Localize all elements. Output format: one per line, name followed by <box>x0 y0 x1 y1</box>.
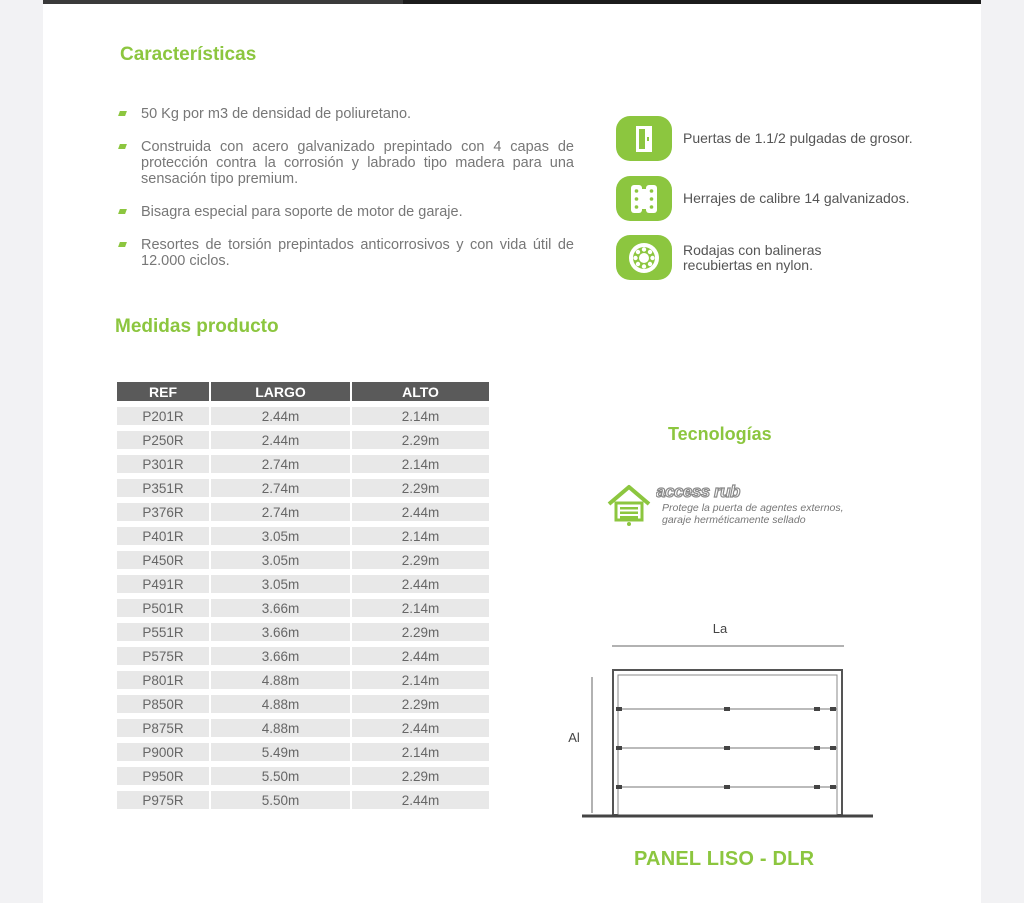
largo-cell: 5.50m <box>211 791 350 809</box>
access-rub-description: Protege la puerta de agentes externos, garaje herméticamente sellado <box>662 502 844 526</box>
highlight-door <box>616 116 913 161</box>
largo-cell: 4.88m <box>211 719 350 737</box>
highlight-bearing <box>616 235 822 280</box>
table-row <box>117 599 489 617</box>
table-row <box>117 671 489 689</box>
feature-item: Resortes de torsión prepintados anticorrosivos y con vida útil de 12.000 ciclos. <box>118 237 574 269</box>
table-body <box>117 407 489 809</box>
table-row <box>117 551 489 569</box>
highlight-text: Puertas de 1.1/2 pulgadas de grosor. <box>683 130 913 146</box>
highlight-text: Herrajes de calibre 14 galvanizados. <box>683 190 910 206</box>
tecnologias-title: Tecnologías <box>668 424 772 444</box>
alto-cell: 2.44m <box>352 791 489 809</box>
ref-cell: P551R <box>117 623 209 641</box>
column-header: REF <box>117 382 209 401</box>
table-row <box>117 527 489 545</box>
ref-cell: P850R <box>117 695 209 713</box>
largo-cell: 3.66m <box>211 647 350 665</box>
alto-cell: 2.29m <box>352 551 489 569</box>
table-row <box>117 623 489 641</box>
top-bar <box>43 0 981 4</box>
table-row <box>117 719 489 737</box>
table-row <box>117 695 489 713</box>
table-header-row <box>117 382 489 401</box>
bullet-icon <box>118 209 127 214</box>
ref-cell: P401R <box>117 527 209 545</box>
ref-cell: P491R <box>117 575 209 593</box>
ref-cell: P975R <box>117 791 209 809</box>
bearing-icon <box>616 235 672 280</box>
ref-cell: P575R <box>117 647 209 665</box>
ref-cell: P201R <box>117 407 209 425</box>
alto-cell: 2.44m <box>352 719 489 737</box>
largo-cell: 3.05m <box>211 551 350 569</box>
table-row <box>117 479 489 497</box>
column-header: ALTO <box>352 382 489 401</box>
table-row <box>117 791 489 809</box>
ref-cell: P501R <box>117 599 209 617</box>
table-row <box>117 647 489 665</box>
ref-cell: P376R <box>117 503 209 521</box>
width-label: La <box>712 621 728 636</box>
bullet-icon <box>118 242 127 247</box>
largo-cell: 2.74m <box>211 455 350 473</box>
table-row <box>117 767 489 785</box>
alto-cell: 2.14m <box>352 527 489 545</box>
feature-item: Bisagra especial para soporte de motor de garaje. <box>118 204 574 220</box>
features-list <box>118 106 574 286</box>
panel-title: PANEL LISO - DLR <box>634 848 815 870</box>
height-label: Al <box>568 730 580 745</box>
alto-cell: 2.44m <box>352 647 489 665</box>
column-header: LARGO <box>211 382 350 401</box>
access-rub-logo <box>656 482 796 502</box>
largo-cell: 4.88m <box>211 671 350 689</box>
ref-cell: P801R <box>117 671 209 689</box>
alto-cell: 2.14m <box>352 455 489 473</box>
ref-cell: P351R <box>117 479 209 497</box>
feature-item: 50 Kg por m3 de densidad de poliuretano. <box>118 106 574 122</box>
bullet-icon <box>118 144 127 149</box>
ref-cell: P250R <box>117 431 209 449</box>
largo-cell: 3.05m <box>211 575 350 593</box>
feature-item: Construida con acero galvanizado prepintado con 4 capas de protección contra la corrosión y labrado tipo madera para una sensación tipo premium. <box>118 139 574 187</box>
alto-cell: 2.29m <box>352 623 489 641</box>
alto-cell: 2.44m <box>352 503 489 521</box>
hinge-icon <box>616 176 672 221</box>
ref-cell: P875R <box>117 719 209 737</box>
largo-cell: 2.74m <box>211 503 350 521</box>
door-dimension-diagram <box>560 615 880 825</box>
largo-cell: 3.05m <box>211 527 350 545</box>
alto-cell: 2.14m <box>352 743 489 761</box>
door-icon <box>616 116 672 161</box>
house-shield-icon <box>606 482 652 528</box>
table-row <box>117 503 489 521</box>
table-row <box>117 575 489 593</box>
table-row <box>117 431 489 449</box>
ref-cell: P950R <box>117 767 209 785</box>
alto-cell: 2.14m <box>352 599 489 617</box>
alto-cell: 2.14m <box>352 671 489 689</box>
bullet-icon <box>118 111 127 116</box>
alto-cell: 2.29m <box>352 695 489 713</box>
access-rub-block <box>606 482 844 533</box>
table-row <box>117 455 489 473</box>
largo-cell: 5.50m <box>211 767 350 785</box>
alto-cell: 2.29m <box>352 479 489 497</box>
largo-cell: 4.88m <box>211 695 350 713</box>
largo-cell: 3.66m <box>211 599 350 617</box>
highlight-text: Rodajas con balineras recubiertas en nylon. <box>683 241 822 273</box>
ref-cell: P900R <box>117 743 209 761</box>
ref-cell: P450R <box>117 551 209 569</box>
alto-cell: 2.29m <box>352 767 489 785</box>
largo-cell: 2.44m <box>211 407 350 425</box>
largo-cell: 2.44m <box>211 431 350 449</box>
medidas-title: Medidas producto <box>115 316 279 337</box>
svg-text:access rub: access rub <box>656 482 740 501</box>
largo-cell: 2.74m <box>211 479 350 497</box>
largo-cell: 5.49m <box>211 743 350 761</box>
alto-cell: 2.29m <box>352 431 489 449</box>
door-panel <box>618 675 837 815</box>
highlight-hinge <box>616 176 909 221</box>
table-row <box>117 407 489 425</box>
medidas-table <box>115 376 491 815</box>
table-row <box>117 743 489 761</box>
largo-cell: 3.66m <box>211 623 350 641</box>
alto-cell: 2.44m <box>352 575 489 593</box>
caracteristicas-title: Características <box>120 44 257 65</box>
alto-cell: 2.14m <box>352 407 489 425</box>
ref-cell: P301R <box>117 455 209 473</box>
